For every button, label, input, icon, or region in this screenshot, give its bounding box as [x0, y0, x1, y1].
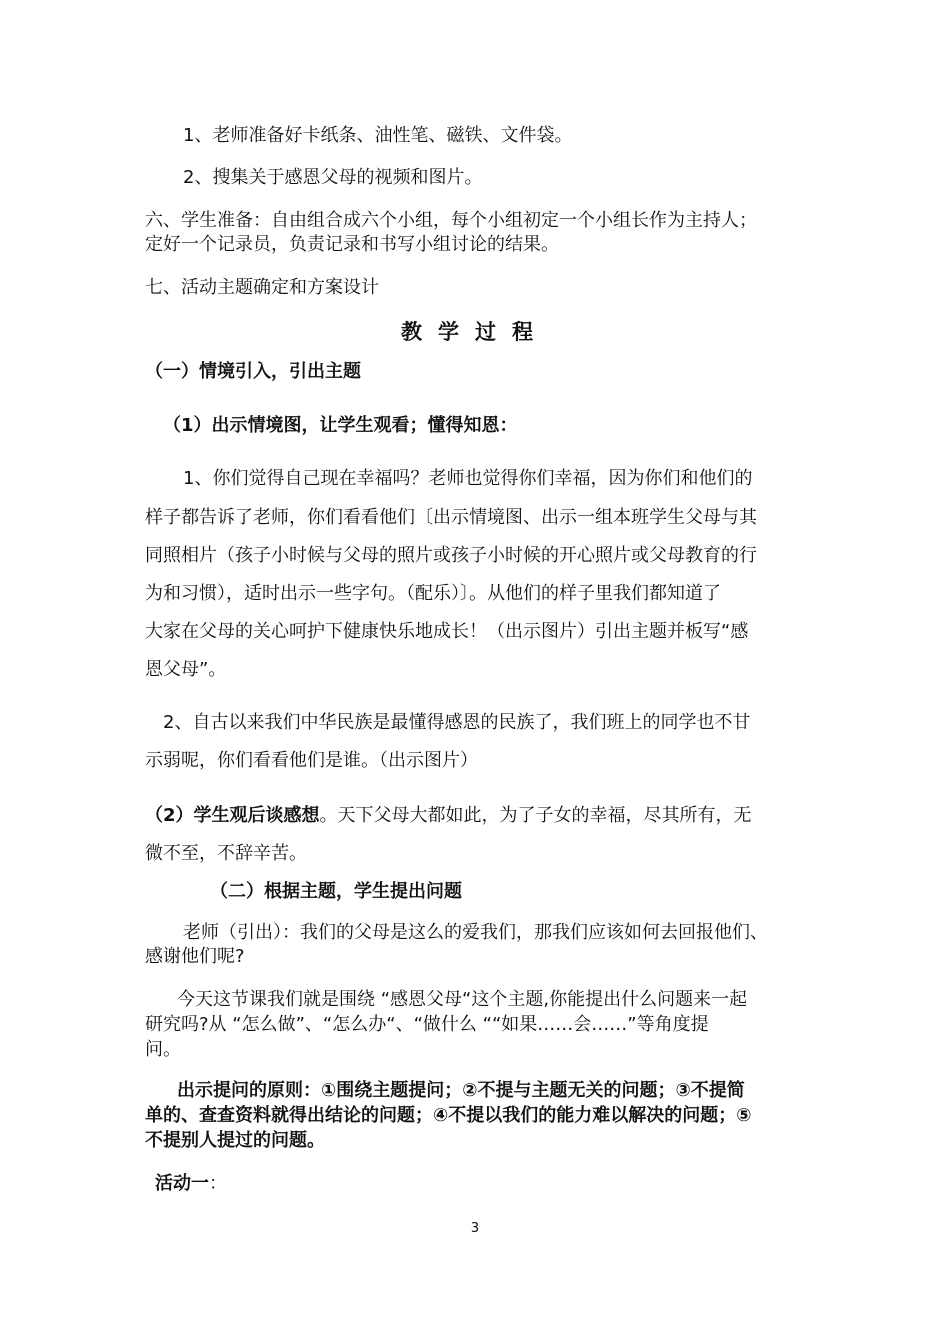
- part-one-sub2-bold: （2）学生观后谈感想: [145, 805, 320, 826]
- part-one-heading: （一）情境引入，引出主题: [145, 361, 361, 382]
- prep-item-1: 1、老师准备好卡纸条、油性笔、磁铁、文件袋。: [183, 125, 573, 146]
- part-two-heading: （二）根据主题，学生提出问题: [210, 881, 462, 902]
- part-one-sub2-rest: 。天下父母大都如此，为了子女的幸福，尽其所有，无: [319, 805, 752, 826]
- page-number: 3: [470, 1221, 480, 1236]
- teacher-line-1: 老师（引出）：我们的父母是这么的爱我们，那我们应该如何去回报他们、: [183, 922, 768, 943]
- section-seven: 七、活动主题确定和方案设计: [145, 277, 379, 298]
- today-line-3: 问。: [145, 1039, 181, 1060]
- principles-line-1: 出示提问的原则：①围绕主题提问；②不提与主题无关的问题；③不提简: [177, 1080, 745, 1101]
- paragraph-one-line-1: 1、你们觉得自己现在幸福吗？老师也觉得你们幸福，因为你们和他们的: [183, 468, 753, 489]
- paragraph-one-line-4: 为和习惯），适时出示一些字句。（配乐）〕。从他们的样子里我们都知道了: [145, 583, 721, 604]
- prep-item-2: 2、搜集关于感恩父母的视频和图片。: [183, 167, 483, 188]
- today-line-2: 研究吗?从 “怎么做”、“怎么办“、“做什么 ““如果……会……”等角度提: [145, 1014, 709, 1035]
- principles-line-3: 不提别人提过的问题。: [145, 1130, 325, 1151]
- part-one-sub2: [145, 803, 815, 829]
- part-one-sub1: （1）出示情境图，让学生观看；懂得知恩：: [163, 415, 518, 436]
- activity-one-label: 活动一: [155, 1173, 209, 1194]
- paragraph-one-line-6: 恩父母”。: [145, 659, 227, 680]
- paragraph-one-line-3: 同照相片（孩子小时候与父母的照片或孩子小时候的开心照片或父母教育的行: [145, 545, 757, 566]
- section-six-line-1: 六、学生准备：自由组合成六个小组，每个小组初定一个小组长作为主持人；: [145, 210, 757, 231]
- paragraph-one-line-2: 样子都告诉了老师，你们看看他们〔出示情境图、出示一组本班学生父母与其: [145, 507, 757, 528]
- page-title: 教学过程: [401, 320, 549, 344]
- activity-one: [155, 1171, 825, 1197]
- activity-one-colon: ：: [209, 1173, 227, 1194]
- paragraph-one-line-5: 大家在父母的关心呵护下健康快乐地成长！（出示图片）引出主题并板写“感: [145, 621, 749, 642]
- paragraph-two-line-1: 2、自古以来我们中华民族是最懂得感恩的民族了，我们班上的同学也不甘: [163, 712, 751, 733]
- section-six-line-2: 定好一个记录员，负责记录和书写小组讨论的结果。: [145, 234, 559, 255]
- paragraph-two-line-2: 示弱呢，你们看看他们是谁。（出示图片）: [145, 750, 478, 771]
- teacher-line-2: 感谢他们呢?: [145, 946, 245, 967]
- today-line-1: 今天这节课我们就是围绕 “感恩父母“这个主题,你能提出什么问题来一起: [177, 989, 748, 1010]
- principles-line-2: 单的、查查资料就得出结论的问题；④不提以我们的能力难以解决的问题；⑤: [145, 1105, 752, 1126]
- part-one-sub2-line2: 微不至，不辞辛苦。: [145, 843, 307, 864]
